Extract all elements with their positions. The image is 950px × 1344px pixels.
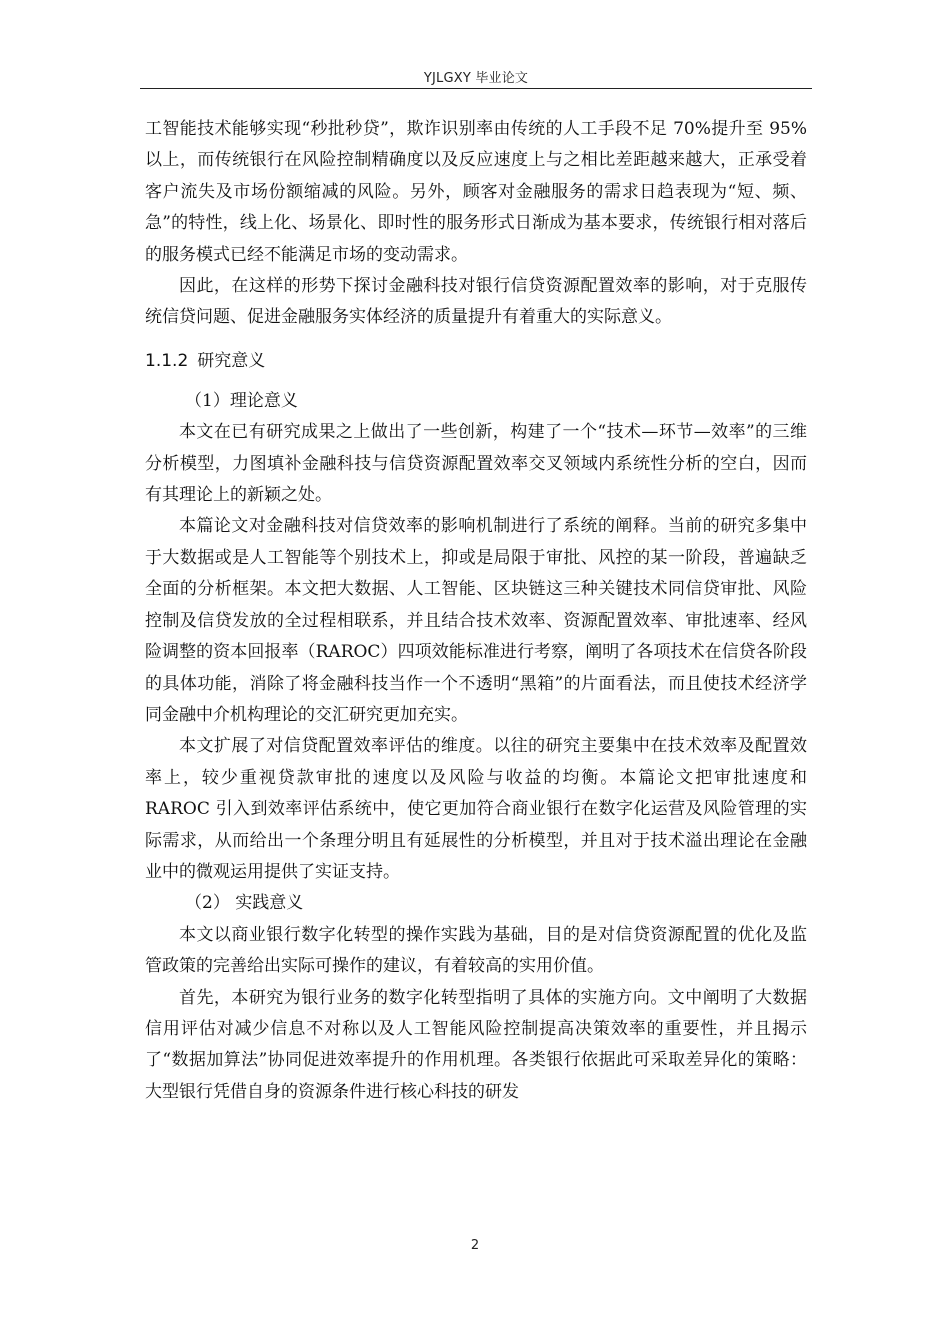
paragraph-continued: 工智能技术能够实现“秒批秒贷”，欺诈识别率由传统的人工手段不足 70%提升至 95%以上，而传统银行在风险控制精确度以及反应速度上与之相比差距越来越大，正承受着客户流失及市场份额缩减的风险。另外，顾客对金融服务的需求日趋表现为“短、频、急”的特性，线上化、场景化、即时性的服务形式日渐成为基本要求，传统银行相对落后的服务模式已经不能满足市场的变动需求。 (145, 119, 807, 265)
paragraph: 本文在已有研究成果之上做出了一些创新，构建了一个“技术—环节—效率”的三维分析模型，力图填补金融科技与信贷资源配置效率交叉领域内系统性分析的空白，因而有其理论上的新颖之处。 (145, 422, 807, 506)
paragraph: 因此，在这样的形势下探讨金融科技对银行信贷资源配置效率的影响，对于克服传统信贷问题、促进金融服务实体经济的质量提升有着重大的实际意义。 (145, 276, 807, 328)
paragraph: 首先，本研究为银行业务的数字化转型指明了具体的实施方向。文中阐明了大数据信用评估对减少信息不对称以及人工智能风险控制提高决策效率的重要性，并且揭示了“数据加算法”协同促进效率提升的作用机理。各类银行依据此可采取差异化的策略：大型银行凭借自身的资源条件进行核心科技的研发 (145, 987, 807, 1102)
page-number: 2 (470, 1238, 480, 1253)
section-title: 研究意义 (197, 350, 266, 371)
section-heading (145, 348, 807, 374)
paragraph: 本文扩展了对信贷配置效率评估的维度。以往的研究主要集中在技术效率及配置效率上，较少重视贷款审批的速度以及风险与收益的均衡。本篇论文把审批速度和 RAROC 引入到效率评估系统中，使它更加符合商业银行在数字化运营及风险管理的实际需求，从而给出一个条理分明且有延展性的分析模型，并且对于技术溢出理论在金融业中的微观运用提供了实证支持。 (145, 736, 807, 882)
document-body (145, 114, 807, 1108)
subsection-heading-theory: （1）理论意义 (185, 390, 298, 411)
subsection-heading-practice: （2） 实践意义 (185, 893, 304, 914)
paragraph: 本文以商业银行数字化转型的操作实践为基础，目的是对信贷资源配置的优化及监管政策的完善给出实际可操作的建议，有着较高的实用价值。 (145, 924, 807, 977)
page-header (140, 64, 812, 89)
paragraph: 本篇论文对金融科技对信贷效率的影响机制进行了系统的阐释。当前的研究多集中于大数据或是人工智能等个别技术上，抑或是局限于审批、风控的某一阶段，普遍缺乏全面的分析框架。本文把大数据、人工智能、区块链这三种关键技术同信贷审批、风险控制及信贷发放的全过程相联系，并且结合技术效率、资源配置效率、审批速率、经风险调整的资本回报率（RAROC）四项效能标准进行考察，阐明了各项技术在信贷各阶段的具体功能，消除了将金融科技当作一个不透明“黑箱”的片面看法，而且使技术经济学同金融中介机构理论的交汇研究更加充实。 (145, 516, 807, 725)
section-number: 1.1.2 (145, 350, 189, 371)
header-title: YJLGXY 毕业论文 (423, 71, 529, 86)
